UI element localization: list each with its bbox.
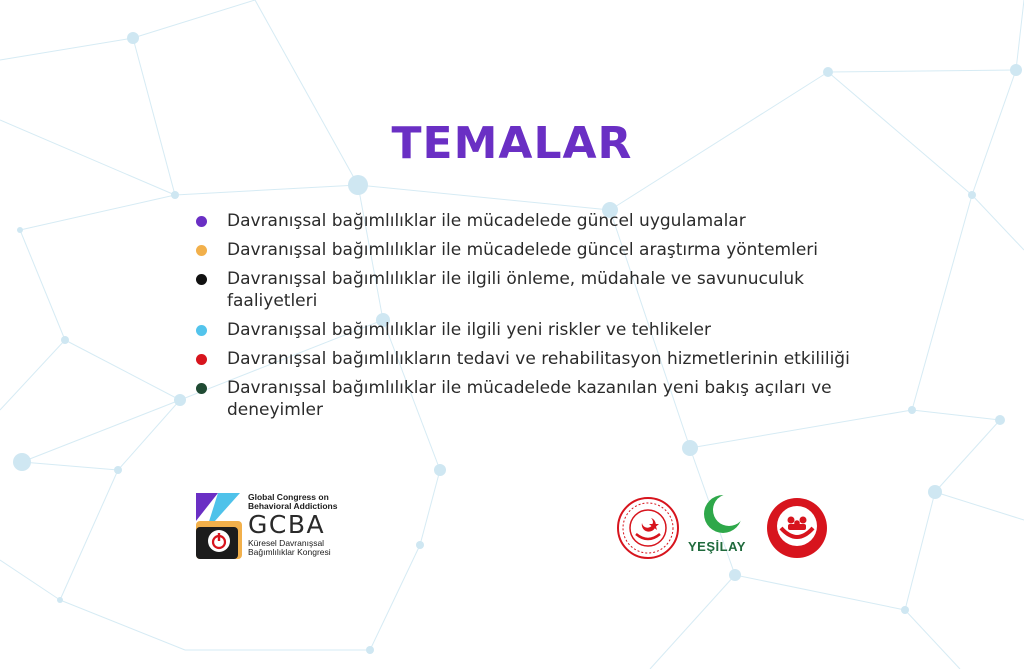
theme-item xyxy=(193,319,853,341)
gcba-english-name xyxy=(248,493,348,511)
orange-bullet-icon xyxy=(196,245,207,256)
dark-green-bullet-icon xyxy=(196,383,207,394)
theme-text: Davranışsal bağımlılıklar ile mücadelede güncel uygulamalar xyxy=(227,211,746,231)
theme-text: Davranışsal bağımlılıklar ile mücadelede güncel araştırma yöntemleri xyxy=(227,240,819,260)
gcba-line-4: Bağımlılıklar Kongresi xyxy=(248,547,331,557)
gcba-logo xyxy=(196,491,346,561)
theme-item xyxy=(193,268,853,312)
purple-bullet-icon xyxy=(196,216,207,227)
black-bullet-icon xyxy=(196,274,207,285)
family-year-logo-icon xyxy=(765,496,829,560)
theme-text: Davranışsal bağımlılıklar ile mücadelede kazanılan yeni bakış açıları ve deneyimler xyxy=(227,378,832,420)
yesilay-label: YEŞİLAY xyxy=(688,539,746,554)
yesilay-crescent-icon xyxy=(700,492,746,536)
gcba-six-icon xyxy=(196,491,246,561)
themes-list xyxy=(193,210,853,428)
gcba-line-1: Global Congress on xyxy=(248,492,329,502)
blue-bullet-icon xyxy=(196,325,207,336)
page-title: TEMALAR xyxy=(391,118,633,169)
partner-logos xyxy=(612,492,832,562)
theme-text: Davranışsal bağımlılıklar ile ilgili önleme, müdahale ve savunuculuk faaliyetleri xyxy=(227,269,804,311)
theme-item xyxy=(193,377,853,421)
gcba-line-3: Küresel Davranışsal xyxy=(248,538,325,548)
theme-item xyxy=(193,348,853,370)
red-bullet-icon xyxy=(196,354,207,365)
theme-text: Davranışsal bağımlılıklar ile ilgili yeni riskler ve tehlikeler xyxy=(227,320,711,340)
gcba-line-2: Behavioral Addictions xyxy=(248,501,338,511)
theme-item xyxy=(193,239,853,261)
theme-text: Davranışsal bağımlılıkların tedavi ve rehabilitasyon hizmetlerinin etkililiği xyxy=(227,349,850,369)
gcba-turkish-name xyxy=(248,539,348,557)
theme-item xyxy=(193,210,853,232)
ministry-seal-icon xyxy=(616,496,680,560)
gcba-acronym: GCBA xyxy=(248,510,326,539)
